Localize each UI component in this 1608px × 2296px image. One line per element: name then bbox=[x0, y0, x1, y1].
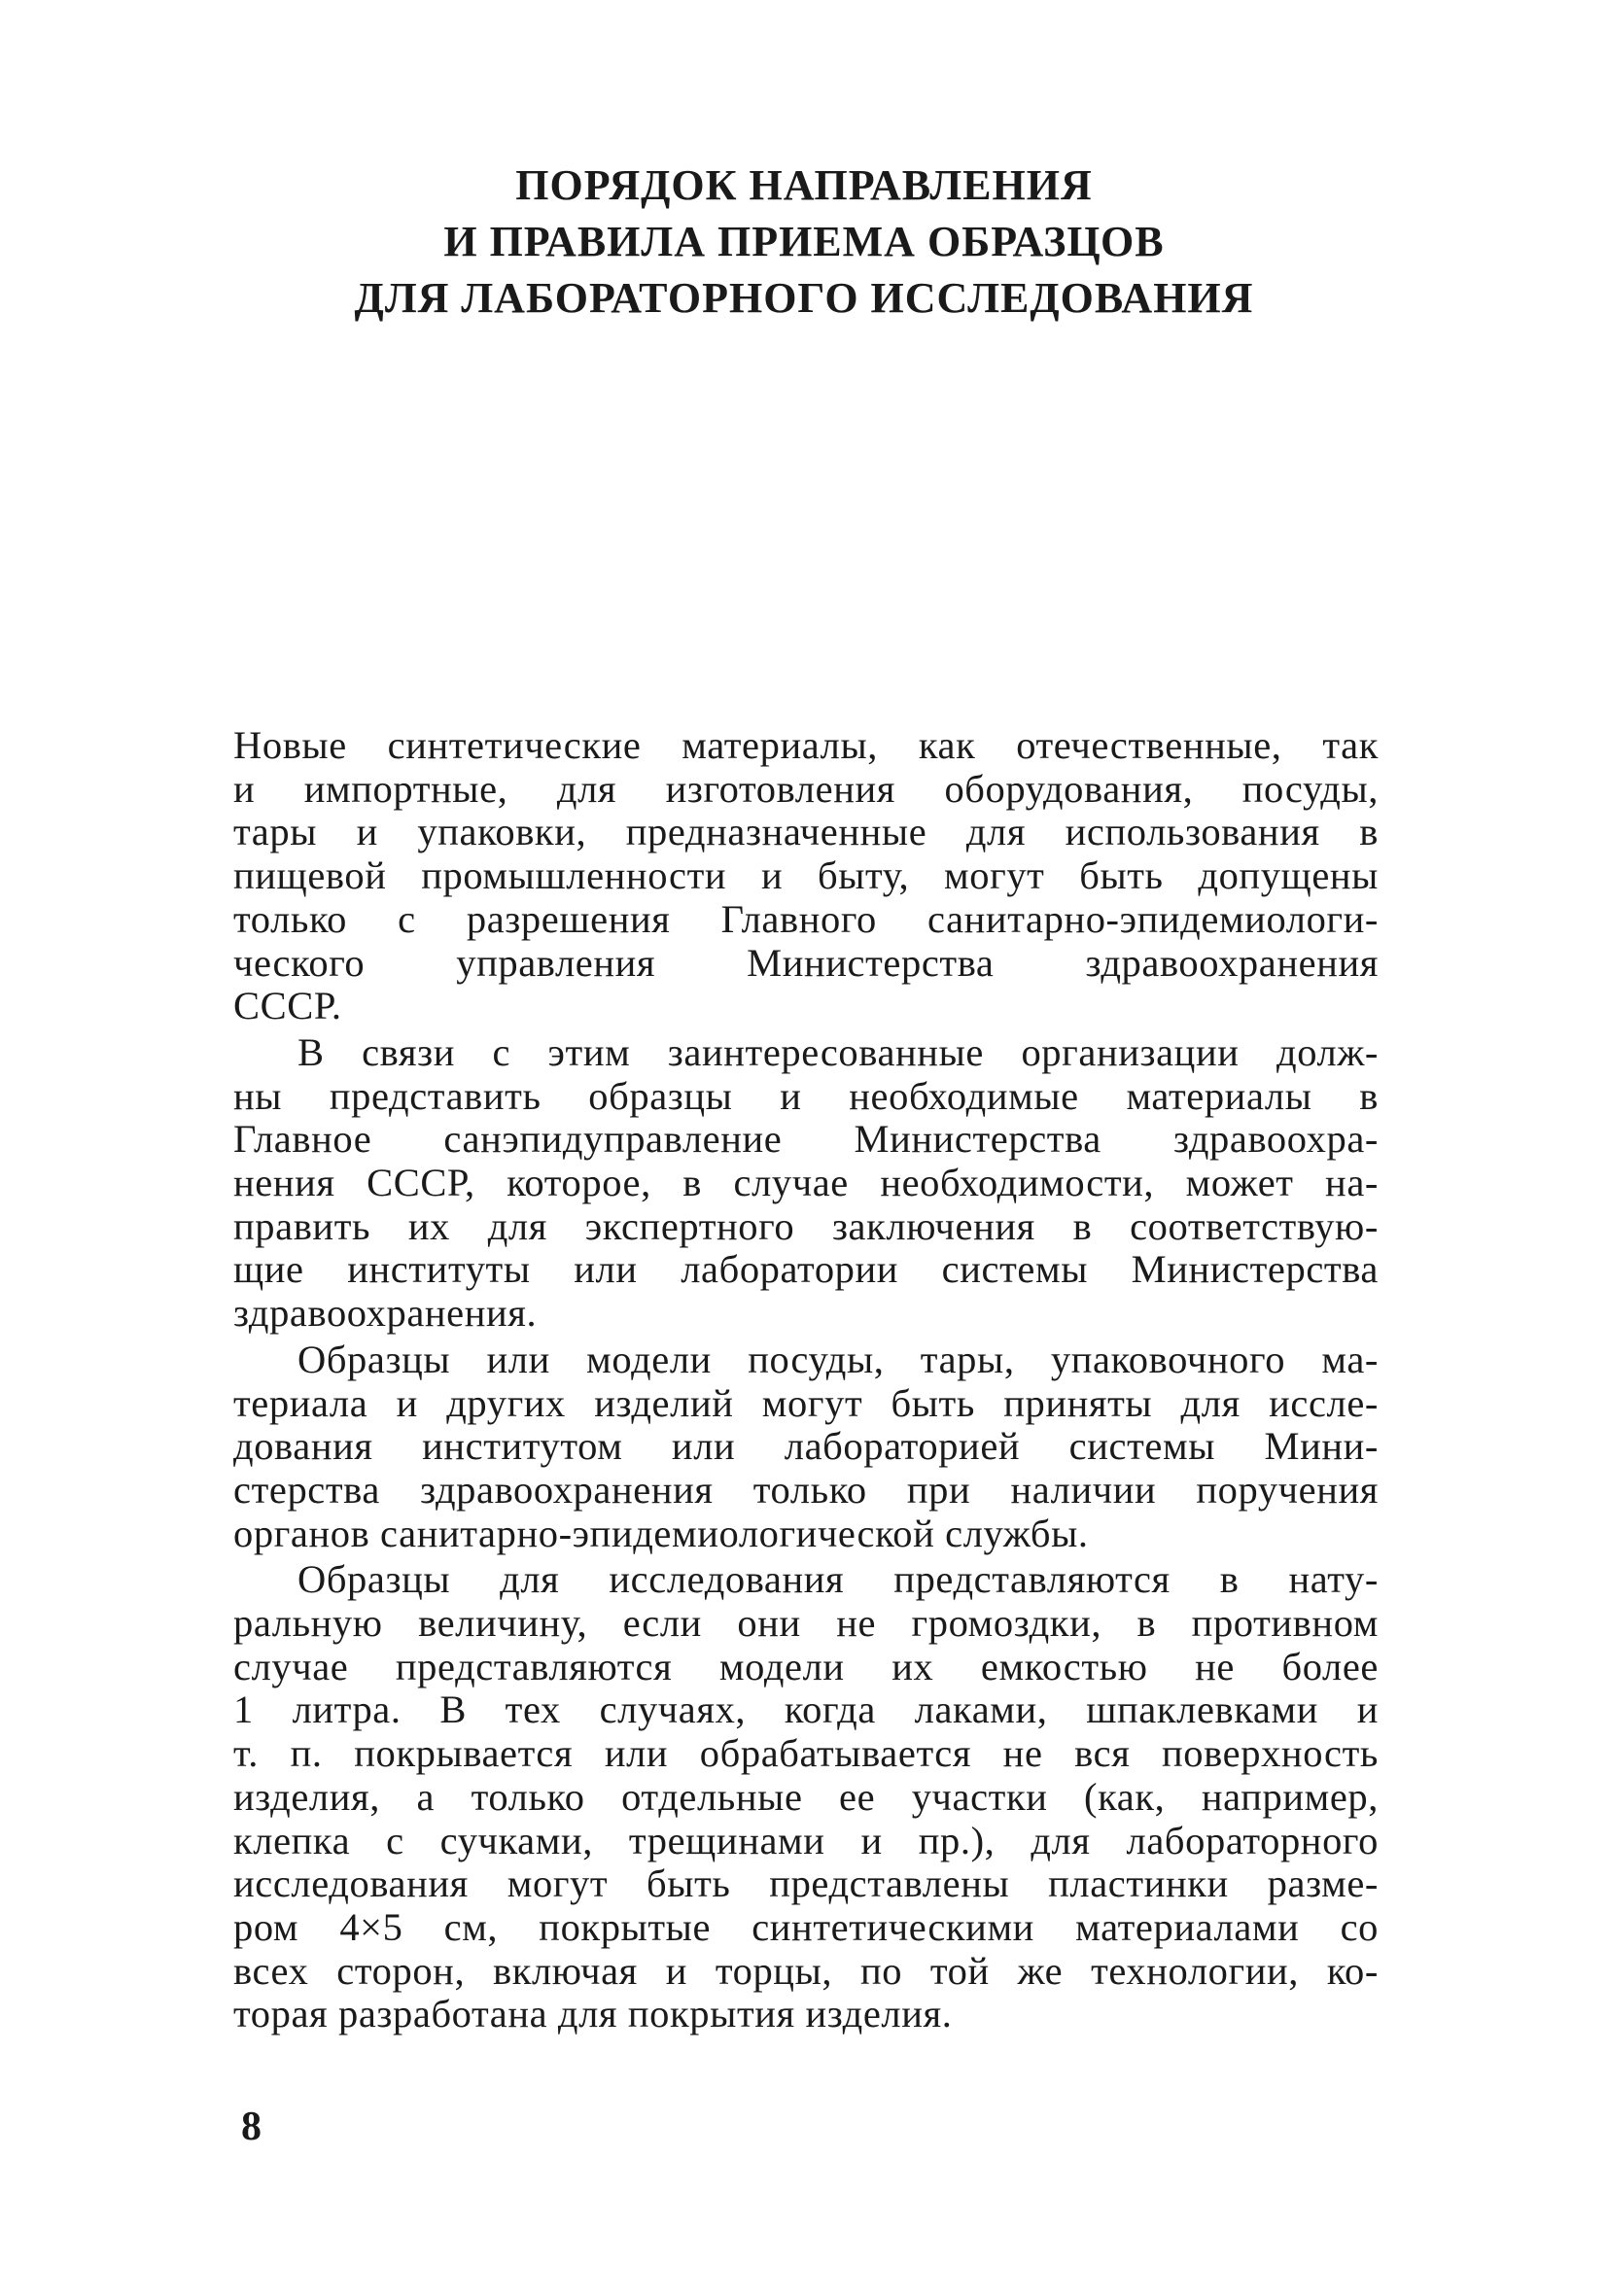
text-line: териала и других изделий могут быть приняты для иссле- bbox=[233, 1380, 1379, 1425]
text-line: ральную величину, если они не громоздки, в противном bbox=[233, 1601, 1379, 1646]
text-line: Образцы или модели посуды, тары, упаковочного ма- bbox=[297, 1337, 1379, 1381]
title-line: И ПРАВИЛА ПРИЕМА ОБРАЗЦОВ bbox=[443, 218, 1165, 265]
text-line: СССР. bbox=[233, 984, 342, 1028]
page-number: 8 bbox=[241, 2105, 262, 2149]
text-line: Главное санэпидуправление Министерства здравоохра- bbox=[233, 1117, 1379, 1162]
text-line: случае представляются модели их емкостью не более bbox=[233, 1644, 1379, 1688]
text-line: органов санитарно-эпидемиологической службы. bbox=[233, 1511, 1089, 1555]
text-line: и импортные, для изготовления оборудования, посуды, bbox=[233, 766, 1379, 811]
text-line: здравоохранения. bbox=[233, 1291, 538, 1336]
text-line: пищевой промышленности и быту, могут быть допущены bbox=[233, 853, 1379, 898]
text-line: только с разрешения Главного санитарно-эпидемиологи- bbox=[233, 896, 1379, 941]
text-line: тары и упаковки, предназначенные для использования в bbox=[233, 810, 1379, 854]
text-line: ром 4×5 см, покрытые синтетическими материалами со bbox=[233, 1904, 1379, 1949]
page-title bbox=[0, 157, 1608, 327]
text-line: ческого управления Министерства здравоохранения bbox=[233, 940, 1379, 985]
text-line: нения СССР, которое, в случае необходимости, может на- bbox=[233, 1161, 1379, 1205]
text-line: 1 литра. В тех случаях, когда лаками, шпаклевками и bbox=[233, 1687, 1379, 1732]
title-line: ПОРЯДОК НАПРАВЛЕНИЯ bbox=[515, 161, 1093, 209]
text-line: дования институтом или лабораторией системы Мини- bbox=[233, 1424, 1379, 1469]
text-line: исследования могут быть представлены пластинки разме- bbox=[233, 1861, 1379, 1906]
paragraph-sample-size bbox=[233, 1558, 1379, 2036]
paragraph-acceptance bbox=[233, 1339, 1379, 1556]
text-line: ны представить образцы и необходимые материалы в bbox=[233, 1073, 1379, 1118]
text-line: щие институты или лаборатории системы Министерства bbox=[233, 1247, 1379, 1292]
paragraph-new-materials bbox=[233, 724, 1379, 1028]
text-line: т. п. покрывается или обрабатывается не вся поверхность bbox=[233, 1731, 1379, 1776]
title-line: ДЛЯ ЛАБОРАТОРНОГО ИССЛЕДОВАНИЯ bbox=[354, 274, 1254, 322]
text-line: всех сторон, включая и торцы, по той же технологии, ко- bbox=[233, 1948, 1379, 1993]
text-line: клепка с сучками, трещинами и пр.), для лабораторного bbox=[233, 1818, 1379, 1862]
text-line: В связи с этим заинтересованные организации долж- bbox=[297, 1029, 1379, 1074]
text-line: править их для экспертного заключения в соответствую- bbox=[233, 1203, 1379, 1248]
text-line: Образцы для исследования представляются в нату- bbox=[297, 1557, 1379, 1602]
text-line: торая разработана для покрытия изделия. bbox=[233, 1992, 953, 2036]
paragraph-submission bbox=[233, 1031, 1379, 1336]
body-text bbox=[233, 724, 1379, 2036]
text-line: изделия, а только отдельные ее участки (как, например, bbox=[233, 1774, 1379, 1819]
text-line: стерства здравоохранения только при наличии поручения bbox=[233, 1467, 1379, 1512]
text-line: Новые синтетические материалы, как отечественные, так bbox=[233, 723, 1379, 767]
